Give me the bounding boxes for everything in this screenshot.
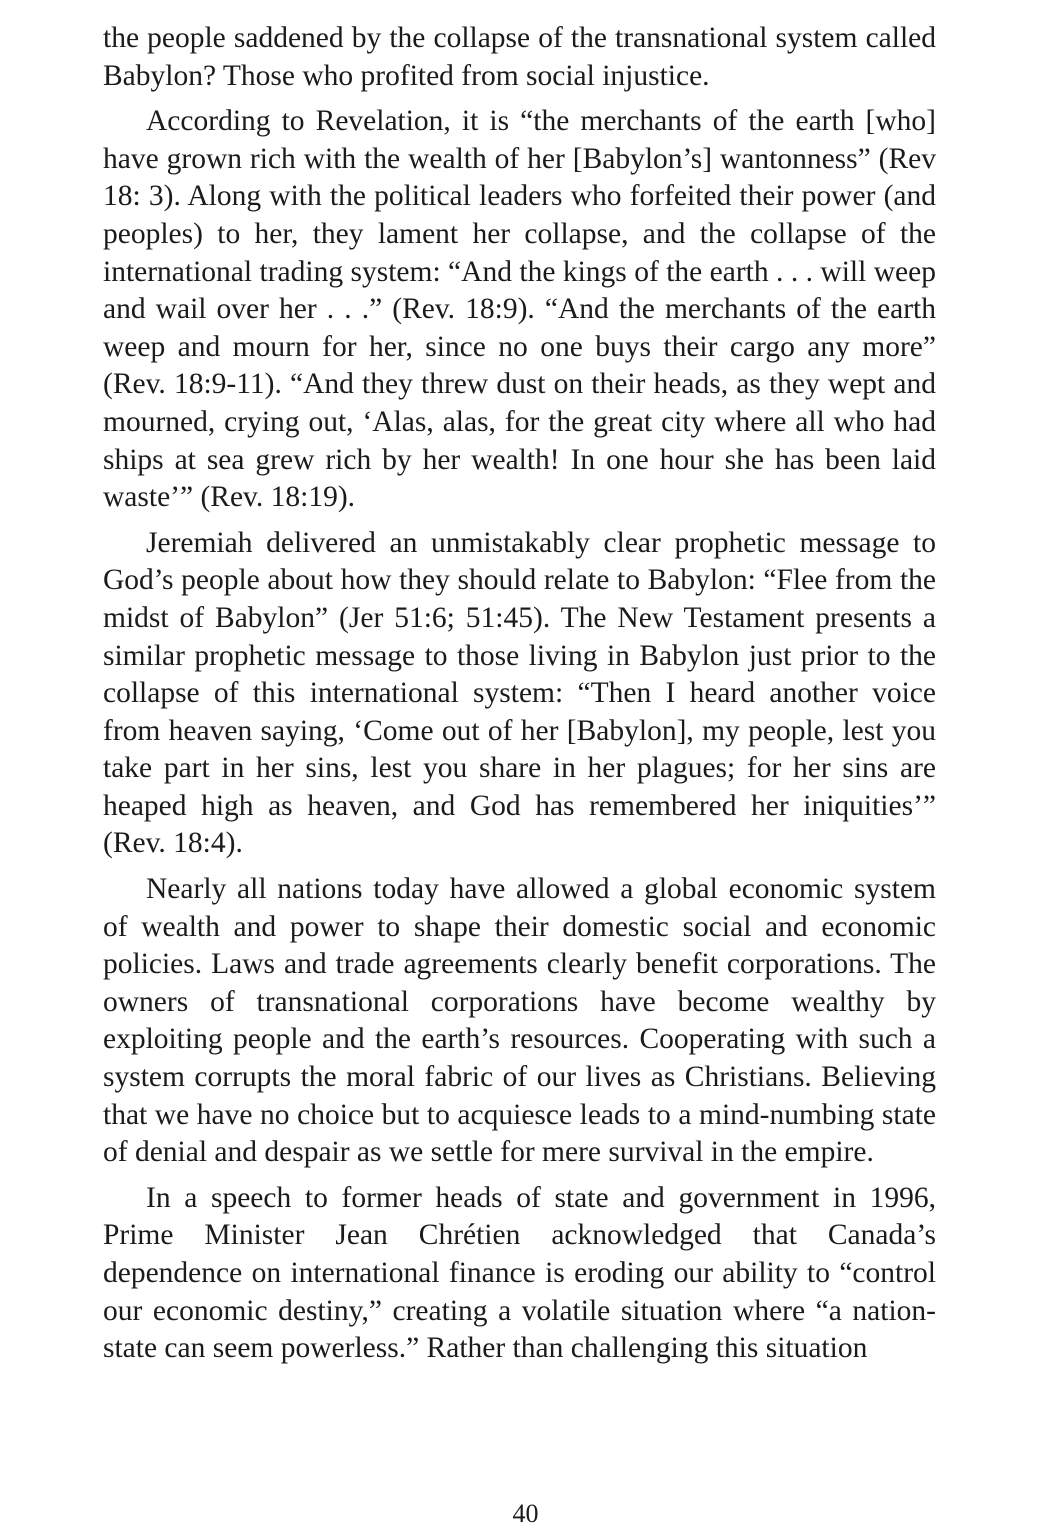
paragraph-jeremiah: Jeremiah delivered an unmistakably clear prophetic message to God’s people about how they should relate to Babylon: “Flee from the midst of Babylon” (Jer 51:6; 51:45). The New Testament presents a similar prophetic message to those living in Babylon just prior to the collapse of this international system: “Then I heard another voice from heaven saying, ‘Come out of her [Babylon], my people, lest you take part in her sins, lest you share in her plagues; for her sins are heaped high as heaven, and God has remembered her iniquities’” (Rev. 18:4). bbox=[103, 526, 936, 860]
page-body bbox=[103, 20, 936, 1376]
page-number: 40 bbox=[512, 1499, 539, 1528]
paragraph-continued: the people saddened by the collapse of the transnational system called Babylon? Those who profited from social injustice. bbox=[103, 22, 936, 92]
paragraph-chretien-speech: In a speech to former heads of state and government in 1996, Prime Minister Jean Chrétien acknowledged that Canada’s dependence on international finance is eroding our ability to “control our economic destiny,” creating a volatile situation where “a nation-state can seem powerless.” Rather than challenging this situation bbox=[103, 1181, 936, 1365]
paragraph-revelation-merchants: According to Revelation, it is “the merchants of the earth [who] have grown rich with the wealth of her [Babylon’s] wantonness” (Rev 18: 3). Along with the political leaders who forfeited their power (and peoples) to her, they lament her collapse, and the collapse of the international trading system: “And the kings of the earth . . . will weep and wail over her . . .” (Rev. 18:9). “And the merchants of the earth weep and mourn for her, since no one buys their cargo any more” (Rev. 18:9-11). “And they threw dust on their heads, as they wept and mourned, crying out, ‘Alas, alas, for the great city where all who had ships at sea grew rich by her wealth! In one hour she has been laid waste’” (Rev. 18:19). bbox=[103, 105, 936, 514]
paragraph-global-economy: Nearly all nations today have allowed a global economic system of wealth and power to shape their domestic social and economic policies. Laws and trade agreements clearly benefit corporations. The owners of transnational corporations have become wealthy by exploiting people and the earth’s resources. Cooperating with such a system corrupts the moral fabric of our lives as Christians. Believing that we have no choice but to acquiesce leads to a mind-numbing state of denial and despair as we settle for mere survival in the empire. bbox=[103, 873, 936, 1169]
